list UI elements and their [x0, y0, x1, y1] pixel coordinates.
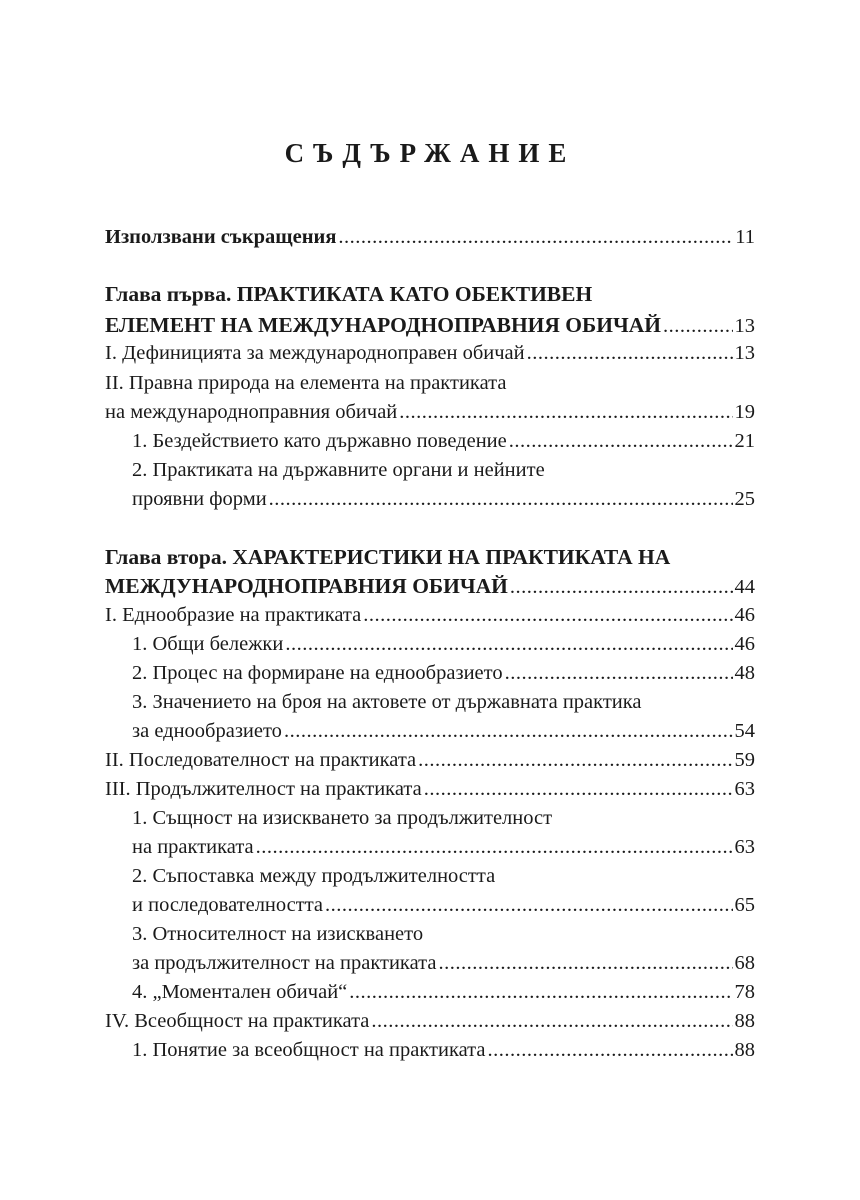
toc-entry	[105, 426, 755, 456]
toc-entry-text: за продължителност на практиката	[132, 952, 437, 974]
toc-page-number: 19	[734, 401, 755, 423]
toc-entry	[105, 832, 755, 862]
toc-entry-text: 3. Относителност на изискването	[132, 923, 424, 945]
toc-entry	[105, 658, 755, 688]
dot-leader	[487, 1035, 732, 1065]
toc-page-number: 13	[734, 342, 755, 364]
toc-entry	[105, 774, 755, 804]
dot-leader	[424, 774, 733, 804]
toc-entry-text: на международноправния обичай	[105, 401, 398, 423]
toc-entry-text: 1. Бездействието като държавно поведение	[132, 430, 507, 452]
toc-page-number: 68	[734, 952, 755, 974]
toc-entry-text: II. Последователност на практиката	[105, 749, 417, 771]
toc-entry-text: 2. Процес на формиране на еднообразието	[132, 662, 503, 684]
toc-entry-text: за еднообразието	[132, 720, 282, 742]
toc-page-number: 63	[734, 836, 755, 858]
toc-page-number: 44	[734, 576, 755, 598]
toc-entry-text: 1. Понятие за всеобщност на практиката	[132, 1039, 486, 1061]
dot-leader	[338, 222, 733, 252]
toc-entry	[105, 222, 755, 252]
toc-page-number: 59	[734, 749, 755, 771]
dot-leader	[510, 572, 733, 602]
dot-leader	[269, 484, 733, 514]
page-title: СЪДЪРЖАНИЕ	[284, 138, 576, 168]
dot-leader	[371, 1006, 732, 1036]
toc-entry	[105, 484, 755, 514]
toc-entry	[105, 745, 755, 775]
toc-entry	[105, 338, 755, 368]
toc-entry-line	[105, 861, 755, 891]
toc-page-number: 25	[734, 488, 755, 510]
toc-entry-text: I. Дефиницията за международноправен обичай	[105, 342, 525, 364]
toc-entry-text: 1. Същност на изискването за продължителност	[132, 807, 553, 829]
toc-page-number: 48	[734, 662, 755, 684]
toc-entry-text: 2. Съпоставка между продължителността	[132, 865, 496, 887]
toc-entry-text: Глава първа. ПРАКТИКАТА КАТО ОБЕКТИВЕН	[105, 282, 593, 306]
toc-entry-line	[105, 803, 755, 833]
dot-leader	[256, 832, 733, 862]
toc-page-number: 11	[735, 226, 755, 248]
toc-page-number: 54	[734, 720, 755, 742]
toc-page-number: 88	[734, 1039, 755, 1061]
toc-entry	[105, 629, 755, 659]
toc-entry-text: 1. Общи бележки	[132, 633, 284, 655]
dot-leader	[418, 745, 732, 775]
dot-leader	[527, 338, 733, 368]
toc-page-number: 65	[734, 894, 755, 916]
toc-entry	[105, 397, 755, 427]
toc-entry-text: Глава втора. ХАРАКТЕРИСТИКИ НА ПРАКТИКАТА НА	[105, 545, 671, 569]
toc-page-number: 46	[734, 633, 755, 655]
toc-entry	[105, 600, 755, 630]
toc-entry-text: III. Продължителност на практиката	[105, 778, 422, 800]
toc-entry-text: 3. Значението на броя на актовете от държавната практика	[132, 691, 642, 713]
toc-page-number: 78	[734, 981, 755, 1003]
toc-entry-text: проявни форми	[132, 488, 267, 510]
toc-entry-text: Използвани съкращения	[105, 226, 337, 248]
toc-entry-text: I. Еднообразие на практиката	[105, 604, 362, 626]
dot-leader	[509, 426, 733, 456]
toc-entry	[105, 977, 755, 1007]
dot-leader	[438, 948, 732, 978]
toc-entry	[105, 310, 755, 340]
chapter-heading-line	[105, 279, 755, 309]
dot-leader	[349, 977, 732, 1007]
dot-leader	[663, 311, 733, 341]
toc-entry-line	[105, 368, 755, 398]
toc-entry-text: 2. Практиката на държавните органи и нейните	[132, 459, 545, 481]
toc-page-number: 88	[734, 1010, 755, 1032]
toc-entry	[105, 716, 755, 746]
dot-leader	[284, 716, 733, 746]
dot-leader	[505, 658, 733, 688]
toc-entry	[105, 571, 755, 601]
dot-leader	[363, 600, 732, 630]
toc-page-number: 21	[734, 430, 755, 452]
toc-entry-text: на практиката	[132, 836, 254, 858]
toc-entry	[105, 890, 755, 920]
dot-leader	[325, 890, 732, 920]
toc-page-number: 13	[734, 315, 755, 337]
chapter-heading-line	[105, 542, 755, 572]
toc-entry-text: МЕЖДУНАРОДНОПРАВНИЯ ОБИЧАЙ	[105, 574, 508, 598]
toc-entry-line	[105, 687, 755, 717]
toc-page-number: 46	[734, 604, 755, 626]
toc-entry-text: IV. Всеобщност на практиката	[105, 1010, 370, 1032]
toc-entry-text: ЕЛЕМЕНТ НА МЕЖДУНАРОДНОПРАВНИЯ ОБИЧАЙ	[105, 313, 661, 337]
toc-entry	[105, 1006, 755, 1036]
toc-entry-text: и последователността	[132, 894, 324, 916]
toc-page-number: 63	[734, 778, 755, 800]
toc-entry	[105, 1035, 755, 1065]
toc-entry-text: II. Правна природа на елемента на практиката	[105, 372, 507, 394]
dot-leader	[285, 629, 732, 659]
toc-entry-line	[105, 455, 755, 485]
toc-entry	[105, 948, 755, 978]
toc-entry-line	[105, 919, 755, 949]
toc-entry-text: 4. „Моментален обичай“	[132, 981, 348, 1003]
dot-leader	[399, 397, 732, 427]
